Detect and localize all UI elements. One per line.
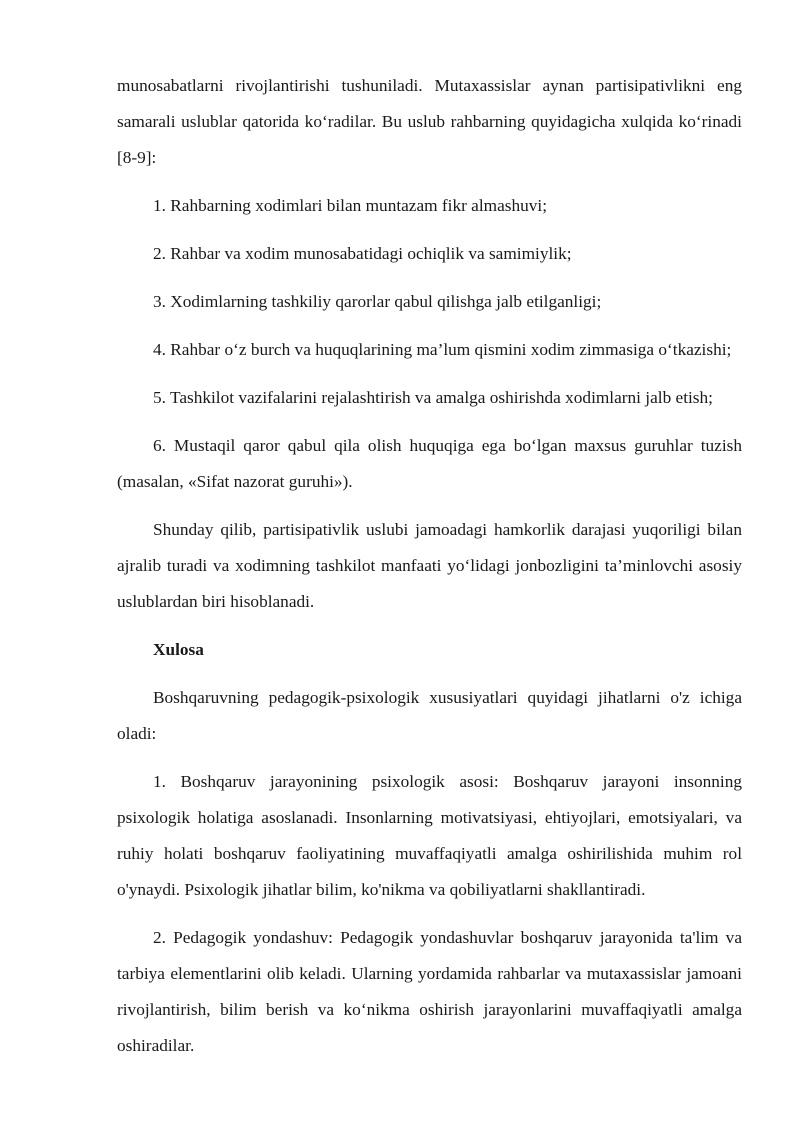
- list-item: 2. Rahbar va xodim munosabatidagi ochiqlik va samimiylik;: [153, 244, 572, 263]
- conclusion-intro: Boshqaruvning pedagogik-psixologik xususiyatlari quyidagi jihatlarni o'z ichiga oladi:: [117, 688, 742, 743]
- list-item: 5. Tashkilot vazifalarini rejalashtirish va amalga oshirishda xodimlarni jalb etish;: [153, 388, 713, 407]
- list-item: 4. Rahbar o‘z burch va huquqlarining ma’lum qismini xodim zimmasiga o‘tkazishi;: [153, 340, 732, 359]
- section-heading: Xulosa: [153, 640, 204, 659]
- conclusion-point: 1. Boshqaruv jarayonining psixologik asosi: Boshqaruv jarayoni insonning psixologik holatiga asoslanadi. Insonlarning motivatsiyasi, ehtiyojlari, emotsiyalari, va ruhiy holati boshqaruv faoliyatining muvaffaqiyatli amalga oshirilishida muhim rol o'ynaydi. Psixologik jihatlar bilim, ko'nikma va qobiliyatlarni shakllantiradi.: [117, 772, 742, 899]
- list-item: 1. Rahbarning xodimlari bilan muntazam fikr almashuvi;: [153, 196, 548, 215]
- summary-paragraph: Shunday qilib, partisipativlik uslubi jamoadagi hamkorlik darajasi yuqoriligi bilan ajralib turadi va xodimning tashkilot manfaati yo‘lidagi jonbozligini ta’minlovchi asosiy uslublardan biri hisoblanadi.: [117, 520, 742, 611]
- list-item: 3. Xodimlarning tashkiliy qarorlar qabul qilishga jalb etilganligi;: [153, 292, 602, 311]
- document-page: [117, 68, 742, 1076]
- list-item: 6. Mustaqil qaror qabul qila olish huquqiga ega bo‘lgan maxsus guruhlar tuzish (masalan, «Sifat nazorat guruhi»).: [117, 436, 742, 491]
- intro-paragraph: munosabatlarni rivojlantirishi tushuniladi. Mutaxassislar aynan partisipativlikni eng samarali uslublar qatorida ko‘radilar. Bu uslub rahbarning quyidagicha xulqida ko‘rinadi [8-9]:: [117, 76, 742, 167]
- conclusion-point: 2. Pedagogik yondashuv: Pedagogik yondashuvlar boshqaruv jarayonida ta'lim va tarbiya elementlarini olib keladi. Ularning yordamida rahbarlar va mutaxassislar jamoani rivojlantirish, bilim berish va ko‘nikma oshirish jarayonlarini muvaffaqiyatli amalga oshiradilar.: [117, 928, 742, 1055]
